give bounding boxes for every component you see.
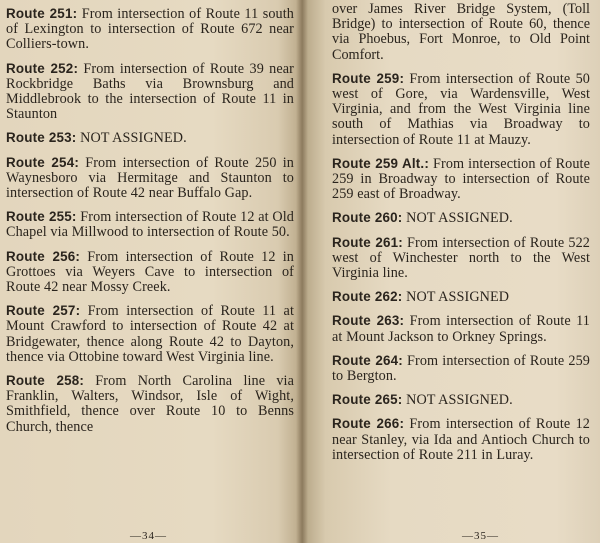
route-255-entry	[6, 209, 294, 240]
route-description: From intersection of Route 12 at Old Chapel via Millwood to intersection of Route 50.	[6, 209, 294, 241]
route-254-entry	[6, 155, 294, 202]
route-number: Route 255:	[6, 209, 77, 225]
route-number: Route 263:	[332, 313, 405, 329]
route-number: Route 253:	[6, 130, 77, 146]
route-number: Route 251:	[6, 6, 78, 21]
route-description: From intersection of Route 12 near Stanley, via Ida and Antioch Church to intersection of Route 211 in Luray.	[332, 416, 590, 463]
route-265-entry	[332, 392, 590, 408]
route-description: From intersection of Route 11 at Mount Jackson to Orkney Springs.	[332, 313, 590, 345]
route-257-entry	[6, 303, 294, 365]
route-263-entry	[332, 313, 590, 344]
route-number: Route 261:	[332, 234, 403, 250]
route-number: Route 254:	[6, 154, 80, 170]
page-number-left: —34—	[130, 530, 167, 542]
route-number: Route 259 Alt.:	[332, 155, 429, 171]
route-number: Route 262:	[332, 289, 403, 305]
route-number: Route 257:	[6, 303, 81, 319]
route-258-continuation: over James River Bridge System, (Toll Bridge) to intersection of Route 60, thence via Phoebus, Fort Monroe, to Old Point Comfort.	[332, 1, 590, 63]
route-number: Route 266:	[332, 416, 405, 432]
route-description: From intersection of Route 39 near Rockbridge Baths via Brownsburg and Middlebrook to the intersection of Route 11 in Staunton	[6, 60, 294, 123]
route-251-entry	[6, 6, 294, 53]
route-description: From intersection of Route 11 south of Lexington to intersection of Route 672 near Colliers-town.	[6, 6, 294, 53]
route-description: From intersection of Route 250 in Waynesboro via Hermitage and Staunton to intersection of Route 42 near Buffalo Gap.	[6, 154, 294, 202]
route-253-entry	[6, 130, 294, 146]
route-number: Route 256:	[6, 248, 81, 264]
route-number: Route 258:	[6, 373, 85, 389]
route-number: Route 264:	[332, 352, 403, 368]
route-256-entry	[6, 249, 294, 296]
route-description: From intersection of Route 50 west of Gore, via Wardensville, West Virginia, and from the West Virginia line south of Mathias via Broadway to intersection of Route 11 at Mauzy.	[332, 70, 590, 148]
route-number: Route 260:	[332, 210, 403, 226]
route-258-entry	[6, 373, 294, 435]
route-description: NOT ASSIGNED.	[402, 210, 513, 227]
route-259-entry	[332, 71, 590, 148]
route-261-entry	[332, 235, 590, 282]
route-260-entry	[332, 210, 590, 226]
route-description: NOT ASSIGNED.	[76, 130, 187, 147]
route-description: From intersection of Route 259 to Bergton.	[332, 352, 590, 385]
route-description: From intersection of Route 259 in Broadway to intersection of Route 259 east of Broadway.	[332, 155, 590, 203]
right-page	[302, 0, 600, 543]
route-number: Route 265:	[332, 392, 403, 408]
route-description: From North Carolina line via Franklin, Walters, Windsor, Isle of Wight, Smithfield, thence over Route 10 to Benns Church, thence	[6, 373, 294, 435]
route-description: From intersection of Route 11 at Mount Crawford to intersection of Route 42 at Bridgewater, thence along Route 42 to Dayton, thence via Ottobine toward West Virginia line.	[6, 303, 294, 365]
route-259-alt-entry	[332, 156, 590, 203]
route-description: NOT ASSIGNED	[402, 289, 510, 306]
route-266-entry	[332, 416, 590, 463]
route-description: NOT ASSIGNED.	[402, 392, 513, 409]
route-description: From intersection of Route 522 west of Winchester north to the West Virginia line.	[332, 234, 590, 282]
route-264-entry	[332, 353, 590, 384]
route-number: Route 259:	[332, 70, 405, 86]
page-number-right: —35—	[462, 530, 499, 542]
route-number: Route 252:	[6, 60, 79, 76]
route-description: From intersection of Route 12 in Grottoes via Weyers Cave to intersection of Route 42 near Mossy Creek.	[6, 248, 294, 296]
route-262-entry	[332, 289, 590, 305]
route-252-entry	[6, 61, 294, 123]
